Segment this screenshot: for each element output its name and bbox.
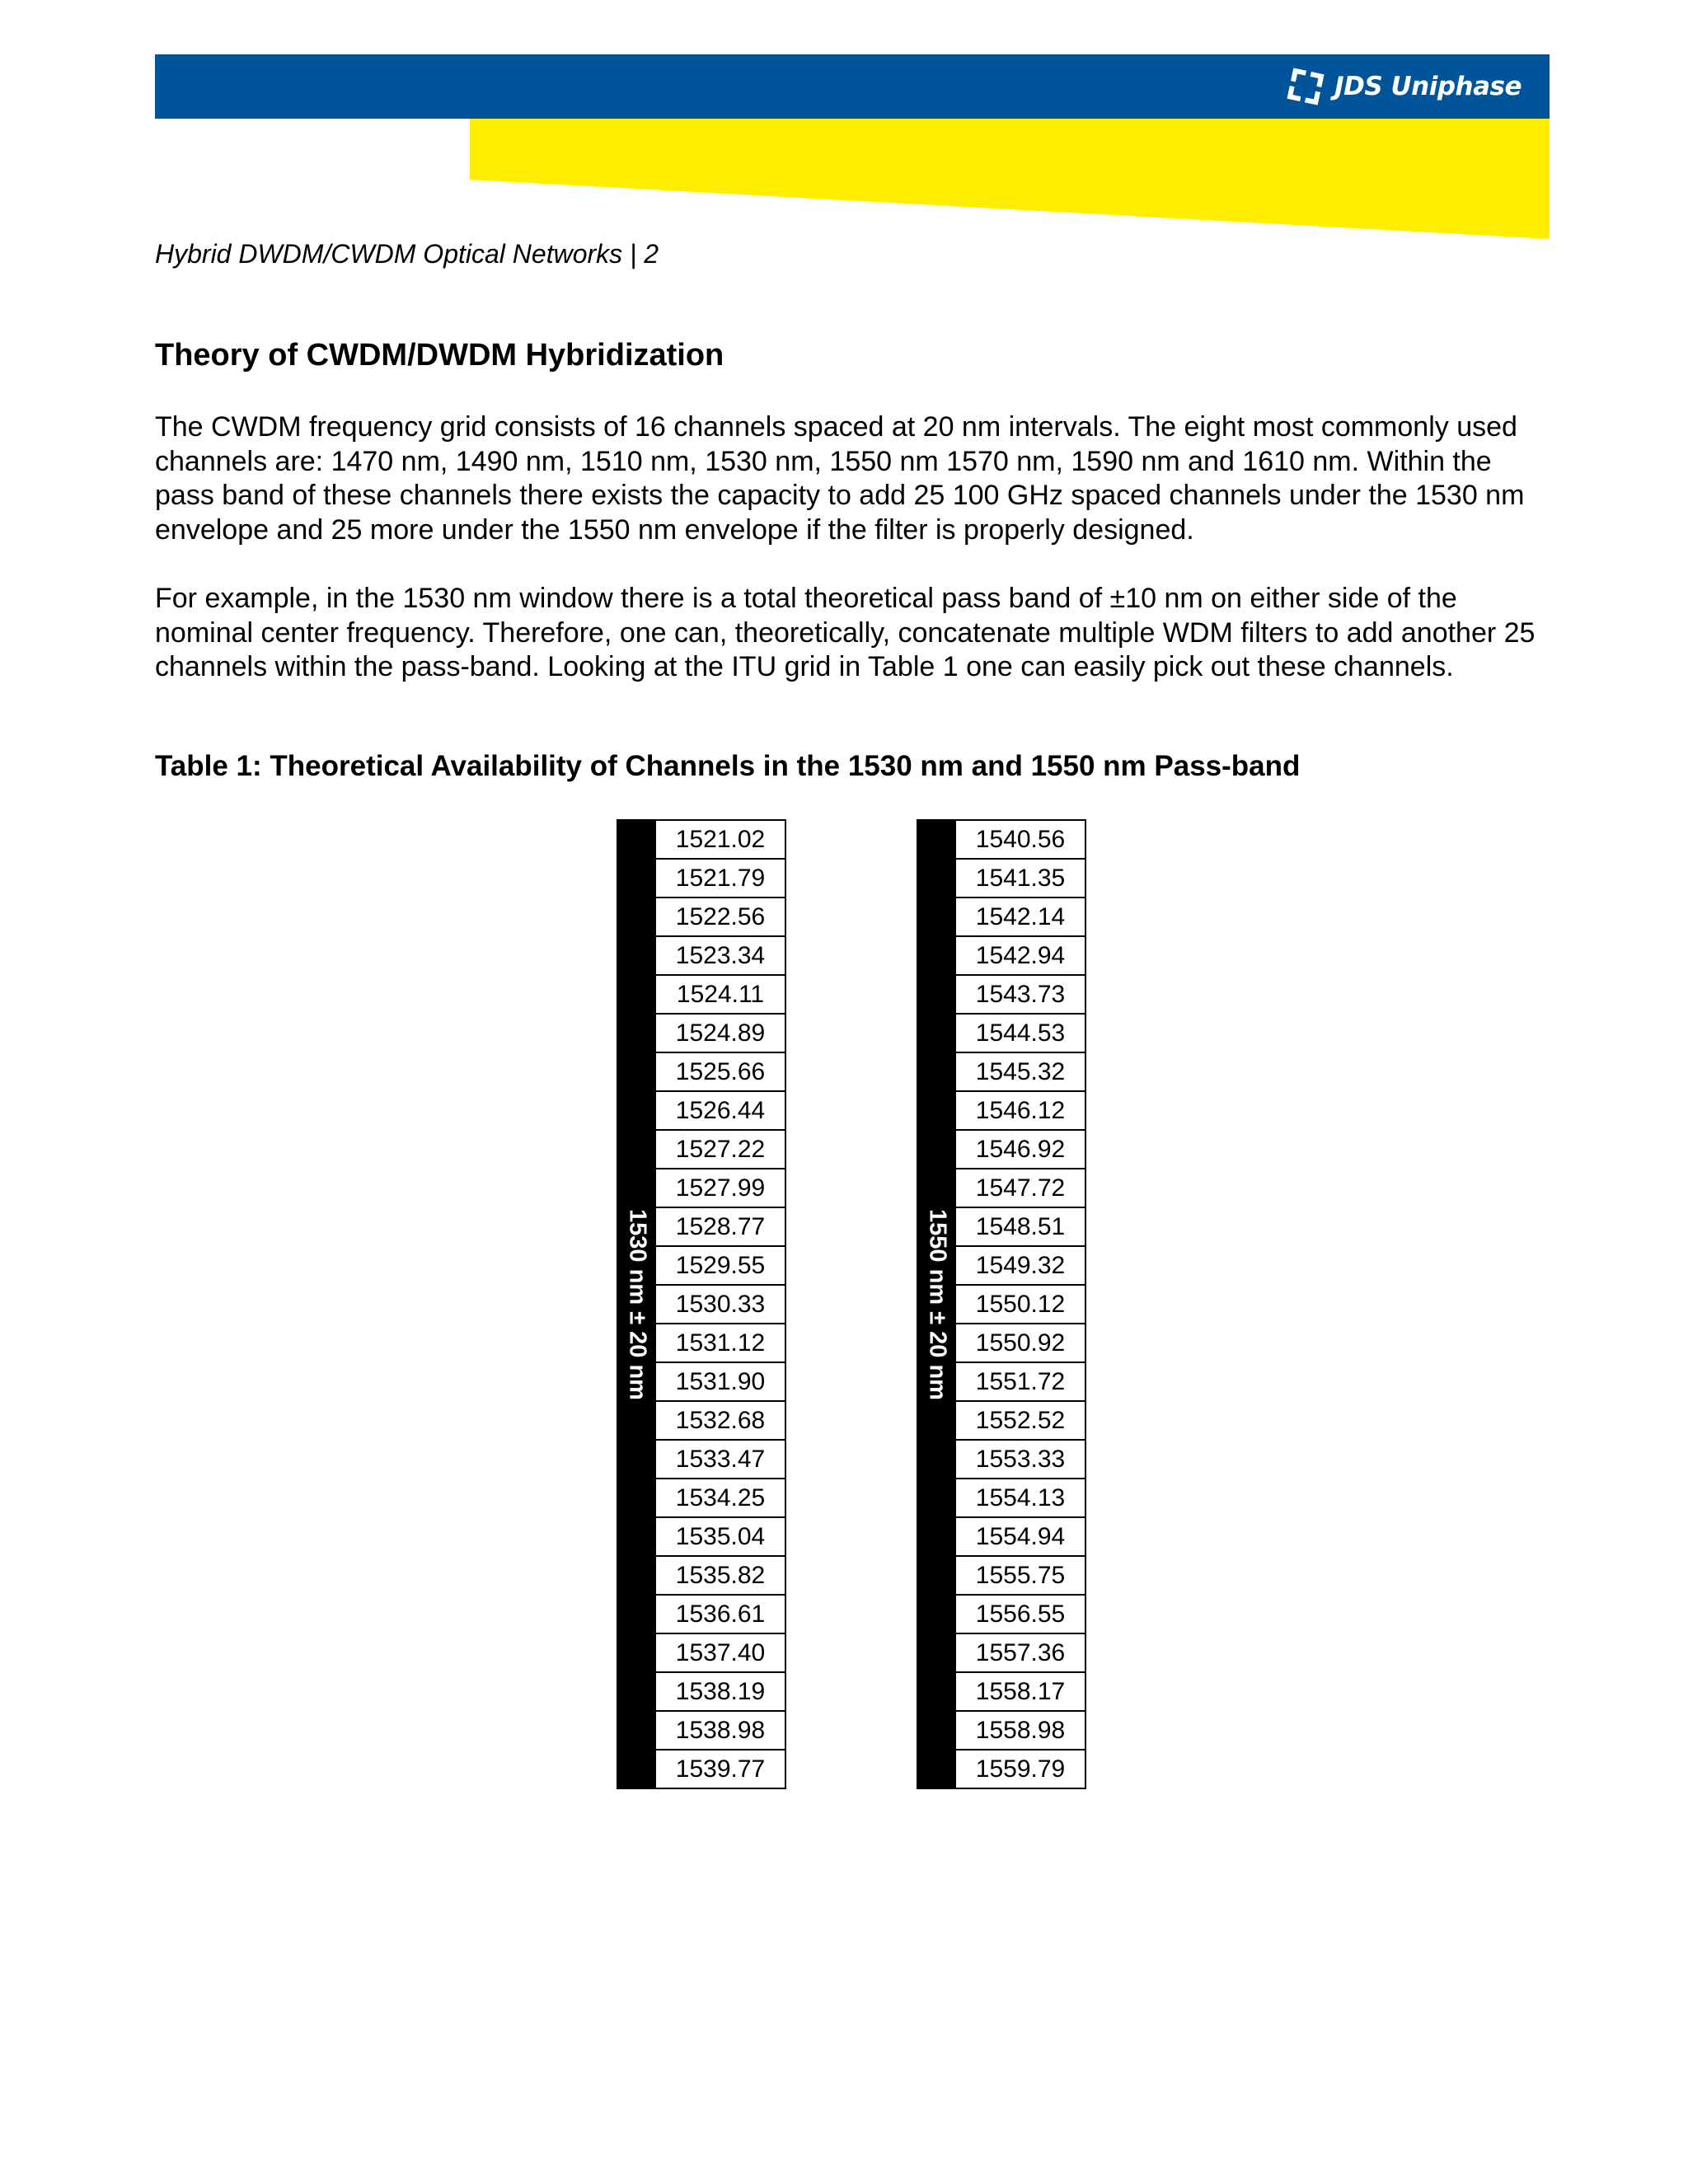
channel-cell: 1536.61 [656, 1594, 785, 1633]
paragraph-example: For example, in the 1530 nm window there is a total theoretical pass band of ±10 nm on either side of the nominal center frequency. Therefore, one can, theoretically, concatenate multiple WDM filters to add another 25 channels within the pass-band. Looking at the ITU grid in Table 1 one can easily pick out these channels. [155, 583, 1536, 682]
band-label-1550: 1550 nm ± 20 nm [924, 1208, 951, 1400]
band-label-1530: 1530 nm ± 20 nm [624, 1208, 651, 1400]
channel-cell: 1531.12 [656, 1323, 785, 1361]
channel-cell: 1527.22 [656, 1129, 785, 1168]
channel-cell: 1555.75 [956, 1555, 1085, 1594]
channel-cell: 1554.94 [956, 1516, 1085, 1555]
channel-cell: 1554.13 [956, 1478, 1085, 1516]
section-title: Theory of CWDM/DWDM Hybridization [155, 338, 724, 373]
channel-cell: 1541.35 [956, 858, 1085, 897]
logo-wordmark: JDS Uniphase [1334, 72, 1522, 101]
channel-cell: 1552.52 [956, 1400, 1085, 1439]
channel-cell: 1550.12 [956, 1284, 1085, 1323]
channel-table-1550 [917, 819, 1086, 1789]
table-caption: Table 1: Theoretical Availability of Channels in the 1530 nm and 1550 nm Pass-band [155, 750, 1301, 782]
channel-cell: 1558.17 [956, 1671, 1085, 1710]
channel-cell: 1528.77 [656, 1207, 785, 1245]
channel-cell: 1551.72 [956, 1361, 1085, 1400]
channel-cell: 1550.92 [956, 1323, 1085, 1361]
channel-cell: 1542.14 [956, 897, 1085, 935]
channel-cell: 1535.04 [656, 1516, 785, 1555]
channel-cell: 1546.12 [956, 1090, 1085, 1129]
channel-cell: 1556.55 [956, 1594, 1085, 1633]
channel-cell: 1545.32 [956, 1052, 1085, 1090]
channel-cell: 1535.82 [656, 1555, 785, 1594]
paragraph-cwdm-grid: The CWDM frequency grid consists of 16 channels spaced at 20 nm intervals. The eight most commonly used channels are: 1470 nm, 1490 nm, 1510 nm, 1530 nm, 1550 nm 1570 nm, 1590 nm and 1610 nm. Within the pass band of these channels there exists the capacity to add 25 100 GHz spaced channels under the 1530 nm envelope and 25 more under the 1550 nm envelope if the filter is properly designed. [155, 411, 1525, 546]
channel-cell: 1521.79 [656, 858, 785, 897]
channel-cell: 1547.72 [956, 1168, 1085, 1207]
channel-cell: 1530.33 [656, 1284, 785, 1323]
header-yellow-wedge [0, 0, 1688, 247]
channel-cell: 1542.94 [956, 935, 1085, 974]
channel-cell: 1522.56 [656, 897, 785, 935]
channel-cell: 1558.98 [956, 1710, 1085, 1749]
channel-cell: 1537.40 [656, 1633, 785, 1671]
channel-cell: 1521.02 [675, 826, 766, 853]
channel-cell: 1549.32 [956, 1245, 1085, 1284]
running-head: Hybrid DWDM/CWDM Optical Networks | 2 [155, 239, 659, 269]
channel-cell: 1544.53 [956, 1013, 1085, 1052]
channel-cell: 1524.11 [656, 974, 785, 1013]
channel-cell: 1539.77 [656, 1749, 785, 1788]
value-column-1530 [656, 821, 785, 1788]
channel-cell: 1548.51 [956, 1207, 1085, 1245]
channel-cell: 1538.19 [656, 1671, 785, 1710]
channel-table-1530 [617, 819, 786, 1789]
channel-cell: 1524.89 [656, 1013, 785, 1052]
channel-cell: 1543.73 [956, 974, 1085, 1013]
channel-cell: 1532.68 [656, 1400, 785, 1439]
channel-cell: 1557.36 [956, 1633, 1085, 1671]
channel-cell: 1527.99 [656, 1168, 785, 1207]
channel-cell: 1531.90 [656, 1361, 785, 1400]
value-column-1550 [956, 821, 1085, 1788]
yellow-wedge-shape [470, 119, 1550, 239]
channel-cell: 1526.44 [656, 1090, 785, 1129]
channel-cell: 1559.79 [956, 1749, 1085, 1788]
channel-cell: 1534.25 [656, 1478, 785, 1516]
channel-cell: 1546.92 [956, 1129, 1085, 1168]
channel-cell: 1525.66 [656, 1052, 785, 1090]
band-label-cell [918, 821, 956, 1788]
channel-cell: 1523.34 [656, 935, 785, 974]
jdsu-logo-icon [1285, 66, 1326, 107]
channel-cell: 1538.98 [656, 1710, 785, 1749]
channel-cell: 1529.55 [656, 1245, 785, 1284]
channel-cell: 1540.56 [975, 826, 1066, 853]
channel-cell: 1533.47 [656, 1439, 785, 1478]
band-label-cell [618, 821, 656, 1788]
jdsu-logo [1285, 64, 1522, 109]
channel-cell: 1553.33 [956, 1439, 1085, 1478]
